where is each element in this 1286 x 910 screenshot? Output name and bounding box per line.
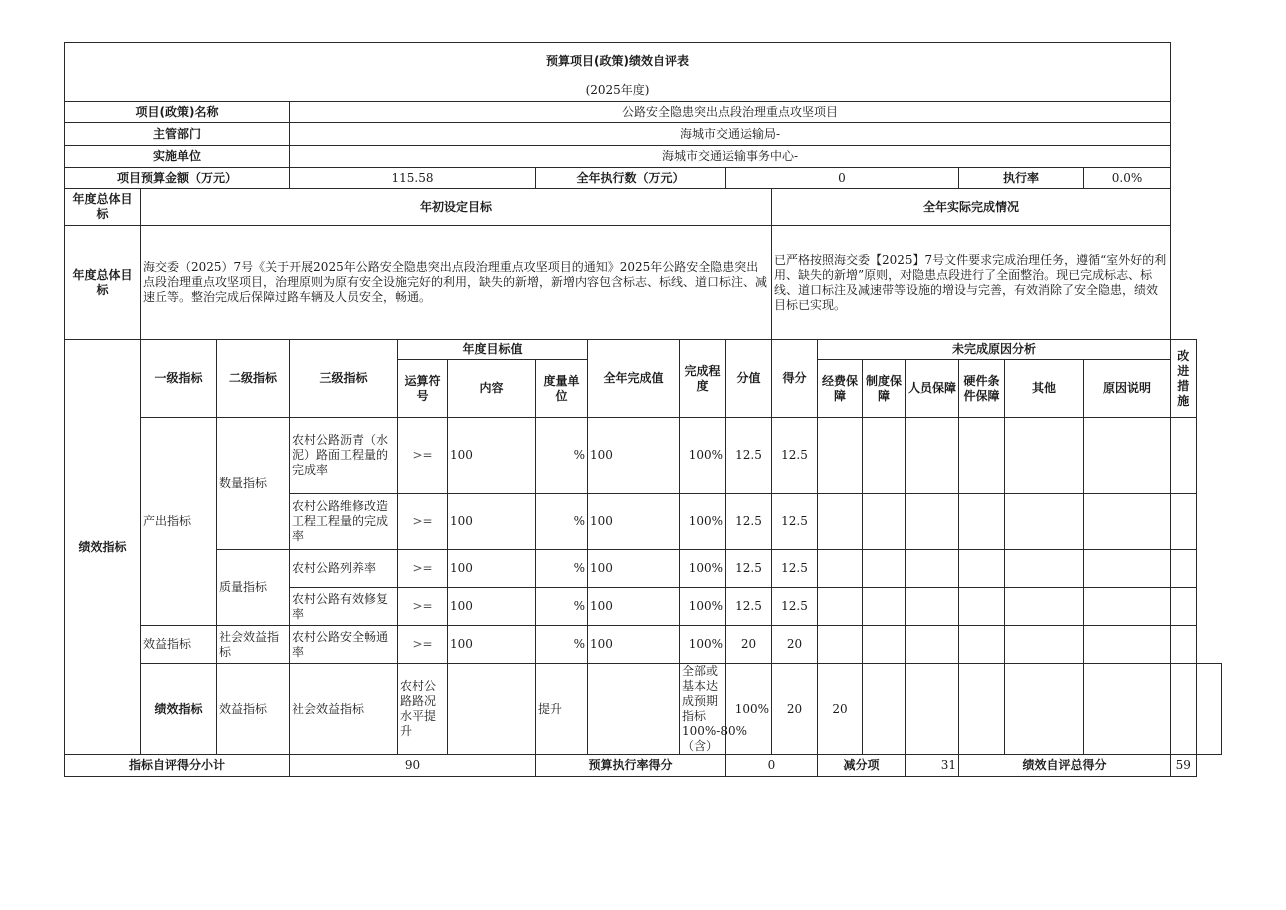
row-degree: 100%: [680, 550, 726, 588]
row-got: 12.5: [772, 588, 818, 626]
row-other: [1005, 550, 1084, 588]
row-score: 12.5: [726, 494, 772, 550]
initial-goal-text: 海交委（2025）7号《关于开展2025年公路安全隐患突出点段治理重点攻坚项目的通知》2025年公路安全隐患突出点段治理重点攻坚项目，治理原则为原有安全设施完好的利用，缺失的新增，新增内容包含标志、标线、道口标注、减速丘等。整治完成后保障过路车辆及人员安全，畅通。: [141, 226, 772, 340]
overall-goal-label: 年度总体目标: [65, 226, 141, 340]
table-row: [65, 550, 1222, 588]
annual-target-header: 年度目标值: [398, 340, 588, 360]
row-measures: [1171, 626, 1196, 664]
rate-label: 执行率: [959, 168, 1084, 189]
row-hardware: [959, 588, 1005, 626]
row-content: 100: [448, 494, 536, 550]
row-content: 100: [448, 626, 536, 664]
table-row: [65, 626, 1222, 664]
project-name-value: 公路安全隐患突出点段治理重点攻坚项目: [290, 102, 1171, 123]
row-got: 12.5: [772, 418, 818, 494]
row-lvl3: 农村公路列养率: [290, 550, 398, 588]
year-label: (2025年度): [65, 81, 1171, 102]
measures-header: 改进措施: [1171, 340, 1196, 418]
row-full: 100: [588, 494, 680, 550]
row-reason: [1084, 550, 1171, 588]
row-funding: [818, 494, 863, 550]
project-name-label: 项目(政策)名称: [65, 102, 290, 123]
row-op: >=: [398, 418, 448, 494]
budget-value: 115.58: [290, 168, 536, 189]
reason-analysis-header: 未完成原因分析: [818, 340, 1171, 360]
row-reason: [1171, 664, 1196, 755]
row-reason: [1084, 588, 1171, 626]
exec-value: 0: [726, 168, 959, 189]
row-system: [906, 664, 959, 755]
row-got: 12.5: [772, 550, 818, 588]
total-value: 59: [1171, 755, 1196, 777]
row-full: 全部或基本达成预期指标100%-80%（含）: [680, 664, 726, 755]
row-unit: %: [536, 418, 588, 494]
row-system: [863, 626, 906, 664]
row-hardware: [959, 494, 1005, 550]
row-system: [863, 418, 906, 494]
personnel-header: 人员保障: [906, 360, 959, 418]
row-lvl3: 农村公路沥青（水泥）路面工程量的完成率: [290, 418, 398, 494]
exec-label: 全年执行数（万元）: [536, 168, 726, 189]
row-unit: %: [536, 626, 588, 664]
row-measures: [1171, 588, 1196, 626]
row-content: 100: [448, 550, 536, 588]
row-unit: %: [536, 550, 588, 588]
content-header: 内容: [448, 360, 536, 418]
row-score: 12.5: [726, 588, 772, 626]
row-personnel: [906, 494, 959, 550]
budget-label: 项目预算金额（万元）: [65, 168, 290, 189]
row-degree: 100%: [680, 588, 726, 626]
row-personnel: [906, 588, 959, 626]
row-op: >=: [398, 588, 448, 626]
other-header: 其他: [1005, 360, 1084, 418]
row-score: 12.5: [726, 550, 772, 588]
budget-rate-value: 0: [726, 755, 818, 777]
row-unit: [588, 664, 680, 755]
performance-table: [64, 42, 1222, 777]
dept-label: 主管部门: [65, 123, 290, 146]
row-got: 12.5: [772, 494, 818, 550]
funding-header: 经费保障: [818, 360, 863, 418]
row-measures: [1171, 418, 1196, 494]
row-op: >=: [398, 494, 448, 550]
table-row: [65, 418, 1222, 494]
row-op: [448, 664, 536, 755]
score-header: 分值: [726, 340, 772, 418]
row-funding: [818, 626, 863, 664]
group-quality: 质量指标: [217, 550, 290, 626]
lvl2-header: 二级指标: [217, 340, 290, 418]
row-personnel: [906, 626, 959, 664]
row-other: [1005, 626, 1084, 664]
row-personnel: [906, 550, 959, 588]
row-unit: %: [536, 588, 588, 626]
group-quantity: 数量指标: [217, 418, 290, 550]
group-social: 社会效益指标: [290, 664, 398, 755]
row-content: 提升: [536, 664, 588, 755]
row-system: [863, 588, 906, 626]
row-measures: [1171, 550, 1196, 588]
row-funding: [818, 418, 863, 494]
row-hardware: [959, 550, 1005, 588]
unit-label: 实施单位: [65, 146, 290, 168]
row-other: [1005, 418, 1084, 494]
got-header: 得分: [772, 340, 818, 418]
row-other: [1005, 588, 1084, 626]
group-benefit: 效益指标: [141, 626, 217, 664]
degree-header: 完成程度: [680, 340, 726, 418]
row-personnel: [959, 664, 1005, 755]
row-got: 20: [772, 626, 818, 664]
row-system: [863, 494, 906, 550]
row-unit: %: [536, 494, 588, 550]
subtotal-value: 90: [290, 755, 536, 777]
table-row: [65, 664, 1222, 755]
row-degree: 100%: [680, 494, 726, 550]
group-benefit: 效益指标: [217, 664, 290, 755]
row-op: >=: [398, 550, 448, 588]
lvl3-header: 三级指标: [290, 340, 398, 418]
overall-goal-label-top: 年度总体目标: [65, 189, 141, 226]
row-funding: [818, 588, 863, 626]
row-lvl3: 农村公路安全畅通率: [290, 626, 398, 664]
total-label: 绩效自评总得分: [959, 755, 1171, 777]
initial-goal-header: 年初设定目标: [141, 189, 772, 226]
row-other: [1084, 664, 1171, 755]
row-lvl3: 农村公路维修改造工程工程量的完成率: [290, 494, 398, 550]
budget-rate-label: 预算执行率得分: [536, 755, 726, 777]
row-degree: 100%: [680, 626, 726, 664]
row-hardware: [1005, 664, 1084, 755]
group-social: 社会效益指标: [217, 626, 290, 664]
group-output: 产出指标: [141, 418, 217, 626]
deduct-value: 31: [906, 755, 959, 777]
row-full: 100: [588, 550, 680, 588]
perf-indicator-label-2: 绩效指标: [141, 664, 217, 755]
row-content: 100: [448, 588, 536, 626]
actual-completion-header: 全年实际完成情况: [772, 189, 1171, 226]
op-header: 运算符号: [398, 360, 448, 418]
row-score: 12.5: [726, 418, 772, 494]
row-full: 100: [588, 418, 680, 494]
actual-completion-text: 已严格按照海交委【2025】7号文件要求完成治理任务，遵循“室外好的利用、缺失的新增”原则，对隐患点段进行了全面整治。现已完成标志、标线、道口标注及减速带等设施的增设与完善，有效消除了安全隐患，绩效目标已实现。: [772, 226, 1171, 340]
perf-indicator-label: 绩效指标: [65, 340, 141, 755]
row-degree: 100%: [680, 418, 726, 494]
subtotal-label: 指标自评得分小计: [65, 755, 290, 777]
reason-note-header: 原因说明: [1084, 360, 1171, 418]
dept-value: 海城市交通运输局-: [290, 123, 1171, 146]
row-lvl3: 农村公路路况水平提升: [398, 664, 448, 755]
row-measures: [1171, 494, 1196, 550]
unit-header: 度量单位: [536, 360, 588, 418]
row-reason: [1084, 626, 1171, 664]
row-score: 20: [772, 664, 818, 755]
hardware-header: 硬件条件保障: [959, 360, 1005, 418]
row-funding: [863, 664, 906, 755]
row-reason: [1084, 494, 1171, 550]
row-full: 100: [588, 626, 680, 664]
row-reason: [1084, 418, 1171, 494]
deduct-label: 减分项: [818, 755, 906, 777]
page-title: 预算项目(政策)绩效自评表: [65, 43, 1171, 81]
rate-value: 0.0%: [1084, 168, 1171, 189]
lvl1-header: 一级指标: [141, 340, 217, 418]
full-year-header: 全年完成值: [588, 340, 680, 418]
system-header: 制度保障: [863, 360, 906, 418]
row-op: >=: [398, 626, 448, 664]
row-degree: 100%: [726, 664, 772, 755]
unit-value: 海城市交通运输事务中心-: [290, 146, 1171, 168]
row-hardware: [959, 418, 1005, 494]
row-hardware: [959, 626, 1005, 664]
row-lvl3: 农村公路有效修复率: [290, 588, 398, 626]
row-other: [1005, 494, 1084, 550]
row-got: 20: [818, 664, 863, 755]
row-funding: [818, 550, 863, 588]
row-measures: [1196, 664, 1221, 755]
row-score: 20: [726, 626, 772, 664]
row-personnel: [906, 418, 959, 494]
row-content: 100: [448, 418, 536, 494]
row-full: 100: [588, 588, 680, 626]
row-system: [863, 550, 906, 588]
